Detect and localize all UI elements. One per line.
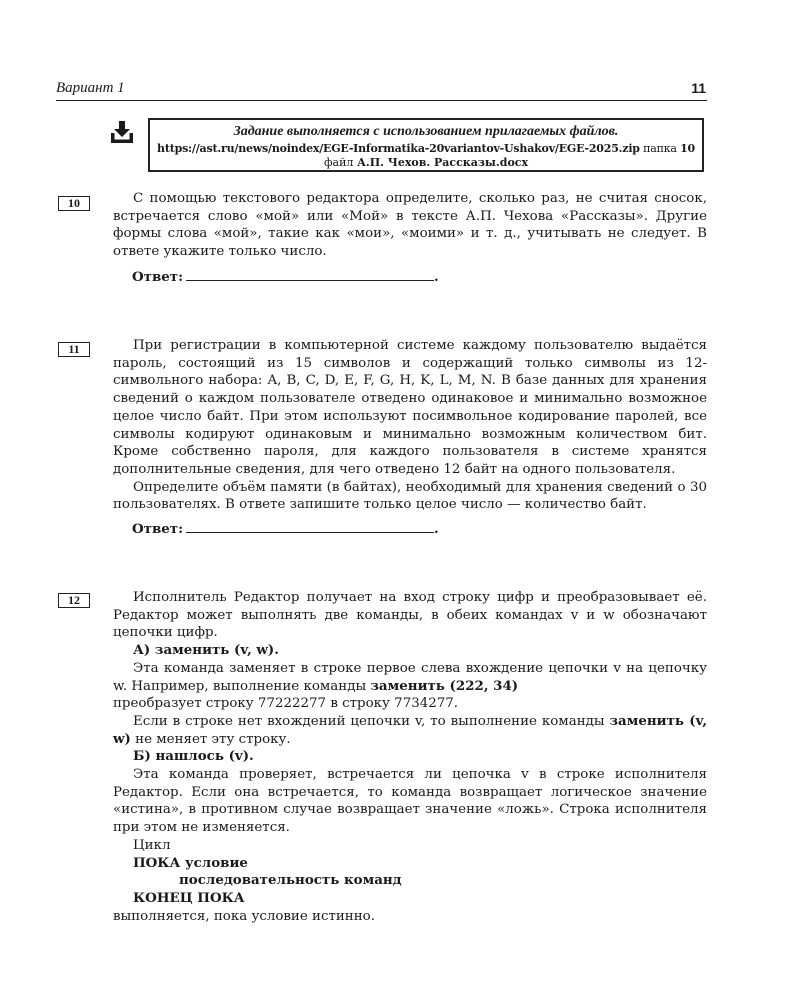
question-11-paragraph-1: При регистрации в компьютерной системе каждому пользователю выдаётся пароль, состоящий из 15 символов и содержащий только символы из 12-символьного набора: A, B, C, D, E, F, G, H, K, L, M, N. В базе данных для хранения сведений о каждом пользователе отведено одинаковое и минимально возможное целое число байт. При этом используют посимвольное кодирование паролей, все символы кодируют одинаковым и минимально возможным количеством бит. Кроме собственно пароля, для каждого пользователя в системе хранятся дополнительные сведения, для чего отведено 12 байт на одного пользователя. (113, 338, 707, 477)
question-number-10: 10 (58, 196, 90, 211)
answer-10-field[interactable] (186, 268, 434, 281)
loop-tail: выполняется, пока условие истинно. (113, 908, 375, 924)
answer-10: Ответ: . (132, 269, 439, 285)
files-url[interactable]: https://ast.ru/news/noindex/EGE-Informatika-20variantov-Ushakov/EGE-2025.zip (157, 142, 640, 155)
question-11-paragraph-2: Определите объём памяти (в байтах), необходимый для хранения сведений о 30 пользователях. В ответе запишите только целое число — количество байт. (113, 479, 707, 513)
answer-label: Ответ: (132, 521, 184, 537)
question-10-paragraph: С помощью текстового редактора определите, сколько раз, не считая сносок, встречается слово «мой» или «Мой» в тексте А.П. Чехова «Рассказы». Другие формы слова «мой», такие как «мои», «моими» и т. д., учитывать не следует. В ответе укажите только число. (113, 191, 707, 260)
command-b-title: Б) нашлось (v). (133, 748, 254, 765)
question-number-12: 12 (58, 593, 90, 608)
page-number: 11 (691, 80, 706, 96)
question-12-intro: Исполнитель Редактор получает на вход строку цифр и преобразовывает её. Редактор может выполнять две команды, в обеих командах v и w обозначают цепочки цифр. (113, 590, 707, 641)
file-line (150, 156, 702, 169)
file-word: файл (323, 156, 354, 169)
attached-files-box (148, 118, 704, 172)
loop-body: последовательность команд (179, 872, 402, 889)
command-a-note: Если в строке нет вхождений цепочки v, то выполнение команды заменить (v, w) не меняет эту строку. (113, 712, 707, 747)
answer-11-field[interactable] (186, 520, 434, 533)
question-number-11: 11 (58, 342, 90, 357)
folder-number: 10 (680, 142, 695, 155)
download-icon (110, 120, 134, 144)
question-10-text (113, 190, 707, 261)
loop-word: Цикл (133, 837, 171, 853)
header-divider (56, 100, 707, 101)
folder-word: папка (643, 142, 677, 155)
command-a-description: Эта команда заменяет в строке первое слева вхождение цепочки v на цепочку w. Например, выполнение команды заменить (222, 34) (113, 660, 707, 694)
loop-end: КОНЕЦ ПОКА (133, 889, 245, 906)
page-header (56, 80, 706, 102)
command-a-title: А) заменить (v, w). (133, 642, 279, 659)
command-a-name: заменить (v, w) (113, 712, 707, 747)
command-a-example: заменить (222, 34) (370, 677, 519, 694)
question-11-text (113, 337, 707, 514)
files-url-line (150, 142, 702, 155)
question-12-text (113, 589, 707, 925)
command-a-result: преобразует строку 77222277 в строку 7734277. (113, 696, 459, 712)
answer-11: Ответ: . (132, 521, 439, 537)
variant-label: Вариант 1 (56, 80, 125, 96)
loop-while: ПОКА условие (133, 854, 248, 871)
files-notice: Задание выполняется с использованием прилагаемых файлов. (233, 124, 619, 139)
file-name: А.П. Чехов. Рассказы.docx (356, 156, 529, 169)
command-b-description: Эта команда проверяет, встречается ли цепочка v в строке исполнителя Редактор. Если она встречается, то команда возвращает логическое значение «истина», в противном случае возвращает значение «ложь». Строка исполнителя при этом не изменяется. (113, 767, 707, 836)
answer-label: Ответ: (132, 269, 184, 285)
